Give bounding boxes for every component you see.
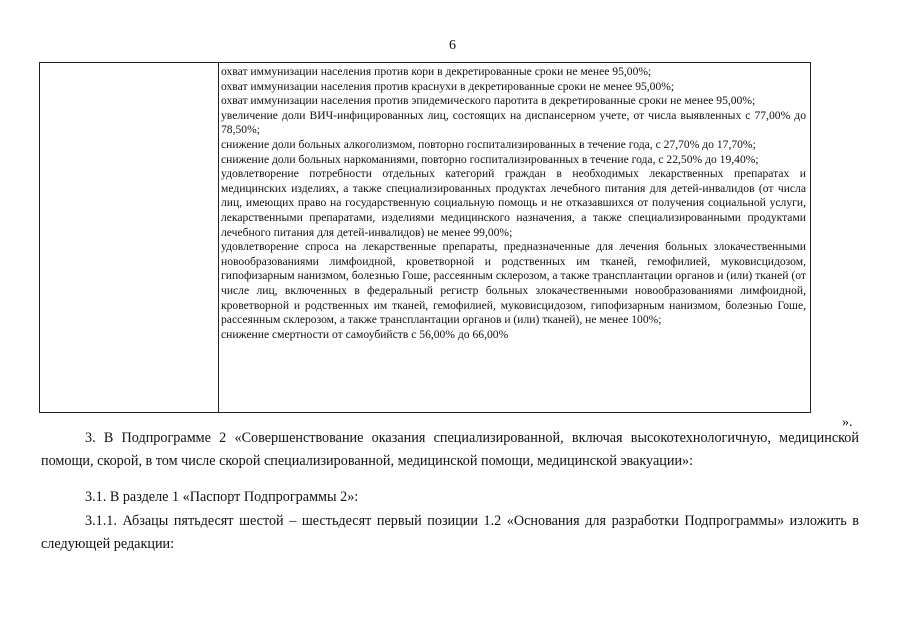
indicator-line: снижение смертности от самоубийств с 56,00% до 66,00% <box>221 327 509 341</box>
indicator-line: удовлетворение потребности отдельных категорий граждан в необходимых лекарственных препаратах и медицинских изделиях, а также специализированных продуктах лечебного питания для детей-инвалидов (от числа лиц, имеющих право на государственную социальную помощь и не отказавшихся от получения социальной услуги, лекарственными препаратами, изделиями медицинского назначения, а также специализированными продуктами лечебного питания для детей-инвалидов) не менее 99,00%; <box>221 167 806 239</box>
closing-quote: ». <box>842 415 853 430</box>
paragraph-subprogram-2: 3. В Подпрограмме 2 «Совершенствование оказания специализированной, включая высокотехнологичную, медицинской помощи, скорой, в том числе скорой специализированной, медицинской помощи, медицинской эвакуации»: <box>41 430 859 469</box>
indicator-line: охват иммунизации населения против эпидемического паротита в декретированные сроки не менее 95,00%; <box>221 94 756 108</box>
table-cell-indicators <box>221 65 806 342</box>
indicator-line: снижение доли больных наркоманиями, повторно госпитализированных в течение года, с 22,50% до 19,40%; <box>221 152 759 166</box>
indicator-line: увеличение доли ВИЧ-инфицированных лиц, состоящих на диспансерном учете, от числа выявленных с 77,00% до 78,50%; <box>221 108 806 137</box>
page-number: 6 <box>449 38 456 53</box>
indicator-line: удовлетворение спроса на лекарственные препараты, предназначенные для лечения больных злокачественными новообразованиями лимфоидной, кроветворной и родственных им тканей, гемофилией, муковисцидозом, гипофизарным нанизмом, болезнью Гоше, рассеянным склерозом, а также трансплантации органов и (или) тканей (от числе лиц, включенных в федеральный регистр больных злокачественными новообразованиями лимфоидной, кроветворной и родственных им тканей, гемофилией, муковисцидозом, гипофизарным нанизмом, болезнью Гоше, рассеянным склерозом, а также трансплантации органов и (или) тканей), не менее 100%; <box>221 240 806 327</box>
indicator-line: охват иммунизации населения против кори в декретированные сроки не менее 95,00%; <box>221 65 652 78</box>
paragraph-item-3-1-1: 3.1.1. Абзацы пятьдесят шестой – шестьдесят первый позиции 1.2 «Основания для разработки Подпрограммы» изложить в следующей редакции: <box>41 513 859 552</box>
indicator-line: снижение доли больных алкоголизмом, повторно госпитализированных в течение года, с 27,70% до 17,70%; <box>221 137 756 151</box>
indicator-line: охват иммунизации населения против краснухи в декретированные сроки не менее 95,00%; <box>221 79 675 93</box>
column-divider <box>218 63 219 412</box>
paragraph-section-1: 3.1. В разделе 1 «Паспорт Подпрограммы 2»: <box>85 489 359 505</box>
passport-table <box>39 62 811 413</box>
